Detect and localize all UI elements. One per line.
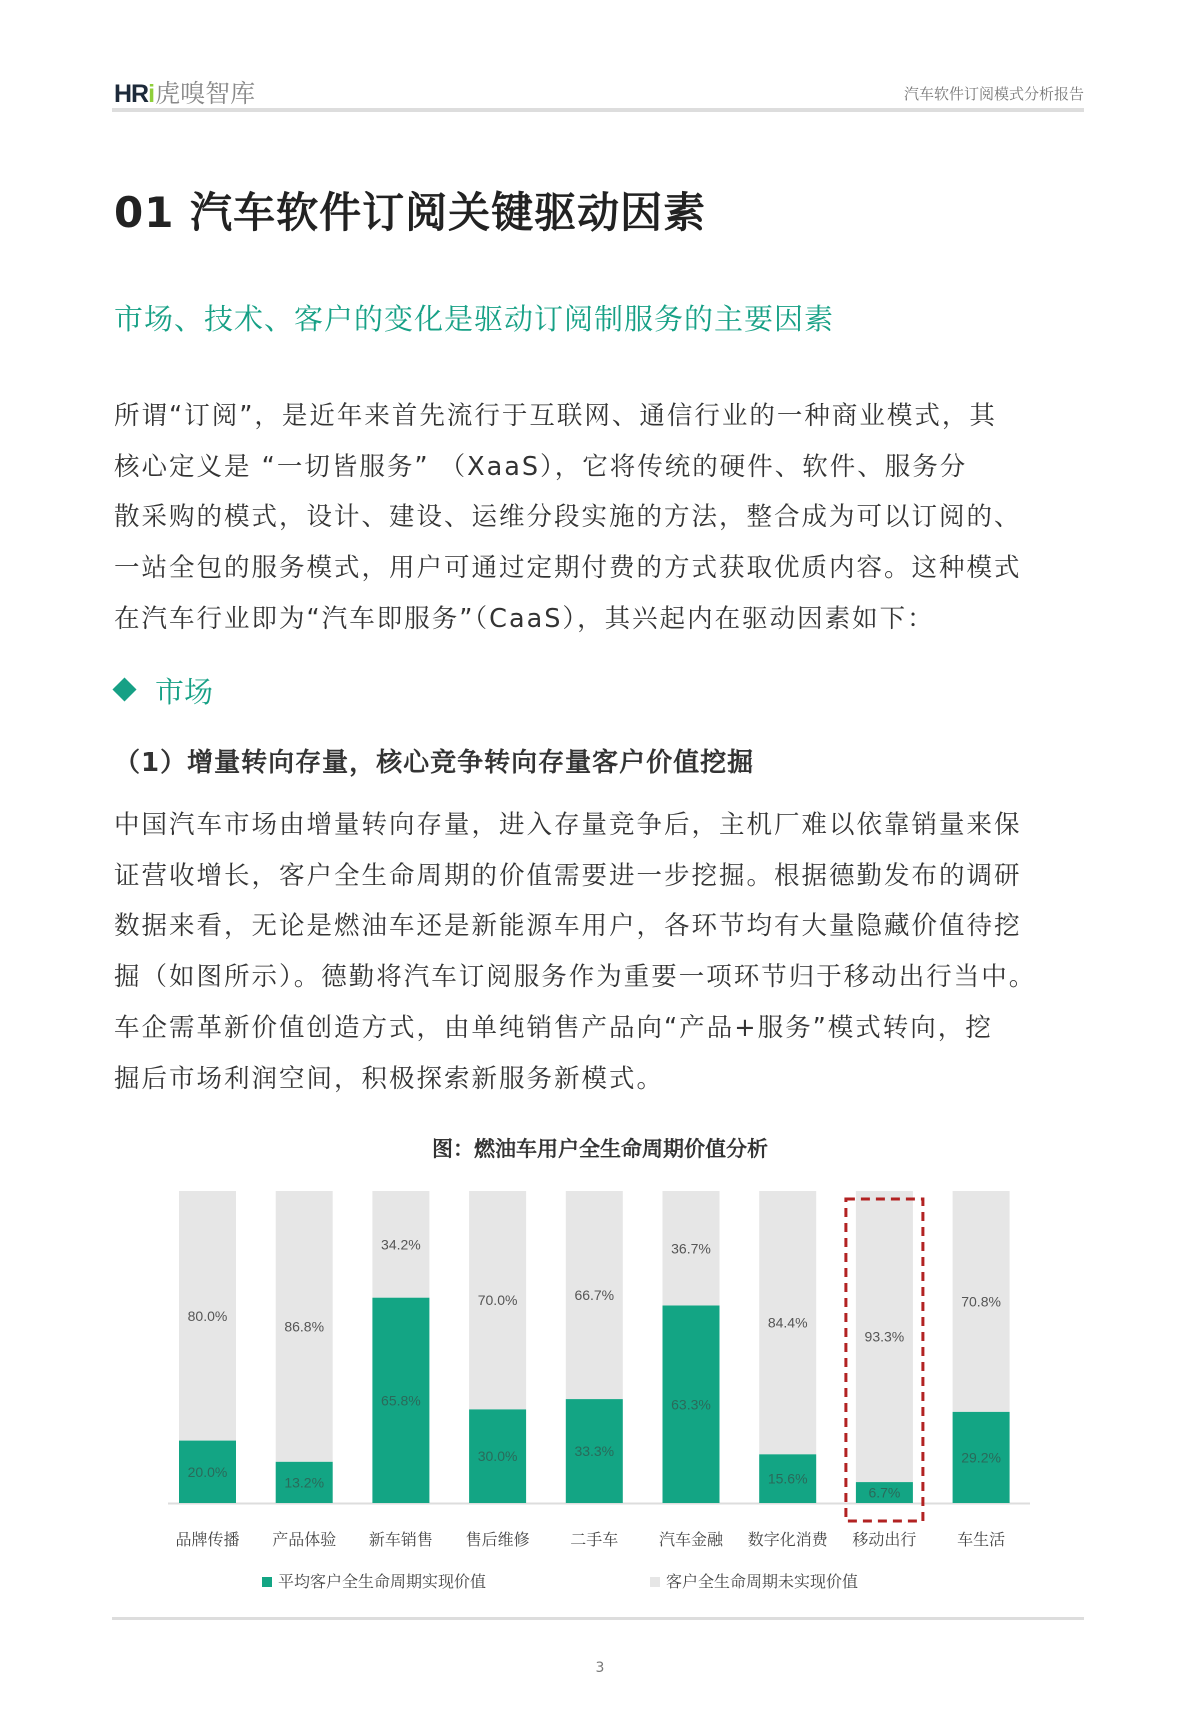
data-label-realized: 65.8% (381, 1392, 421, 1409)
text-line: 掘后市场利润空间，积极探索新服务新模式。 (114, 1063, 665, 1094)
data-label-realized: 15.6% (767, 1470, 808, 1487)
stacked-bar-chart (0, 1170, 1200, 1610)
data-label-realized: 29.2% (961, 1449, 1001, 1466)
header-divider (112, 108, 1084, 112)
intro-paragraph (114, 391, 1094, 645)
text-line: 证营收增长，客户全生命周期的价值需要进一步挖掘。根据德勤发布的调研 (114, 860, 1022, 891)
section-subtitle: 市场、技术、客户的变化是驱动订阅制服务的主要因素 (114, 302, 835, 336)
text-line: 车企需革新价值创造方式，由单纯销售产品向“产品+服务”模式转向，挖 (114, 1012, 993, 1043)
category-label: 售后维修 (465, 1530, 530, 1549)
market-heading (116, 670, 213, 711)
category-label: 数字化消费 (747, 1530, 828, 1549)
data-label-unrealized: 84.4% (767, 1314, 808, 1331)
subsection-heading: （1）增量转向存量，核心竞争转向存量客户价值挖掘 (114, 748, 755, 778)
logo (114, 74, 255, 110)
data-label-unrealized: 66.7% (574, 1287, 615, 1304)
data-label-realized: 33.3% (574, 1443, 615, 1460)
data-label-realized: 13.2% (284, 1474, 325, 1491)
category-label: 移动出行 (852, 1530, 917, 1549)
market-heading-text: 市场 (155, 675, 214, 709)
data-label-unrealized: 70.8% (961, 1293, 1001, 1310)
category-label: 品牌传播 (175, 1530, 240, 1549)
category-label: 车生活 (957, 1530, 1006, 1549)
legend-swatch-realized (262, 1577, 272, 1587)
text-line: 一站全包的服务模式，用户可通过定期付费的方式获取优质内容。这种模式 (114, 553, 1022, 584)
footer-divider (112, 1617, 1084, 1620)
page-number: 3 (595, 1660, 605, 1676)
text-line: 核心定义是 “一切皆服务” （XaaS），它将传统的硬件、软件、服务分 (114, 451, 968, 482)
diamond-bullet-icon (112, 677, 136, 701)
text-line: 所谓“订阅”，是近年来首先流行于互联网、通信行业的一种商业模式，其 (114, 401, 997, 431)
data-label-unrealized: 80.0% (187, 1307, 228, 1324)
data-label-unrealized: 70.0% (477, 1292, 518, 1309)
category-label: 新车销售 (368, 1530, 433, 1549)
logo-i: i (148, 80, 156, 108)
legend-swatch-unrealized (650, 1577, 660, 1587)
category-label: 产品体验 (272, 1530, 337, 1549)
data-label-realized: 30.0% (477, 1448, 518, 1465)
data-label-unrealized: 36.7% (671, 1240, 711, 1257)
legend-label-unrealized: 客户全生命周期未实现价值 (666, 1572, 859, 1591)
document-title: 汽车软件订阅模式分析报告 (903, 85, 1084, 103)
data-label-unrealized: 86.8% (284, 1318, 325, 1335)
category-label: 二手车 (570, 1530, 619, 1549)
market-paragraph (114, 800, 1094, 1104)
data-label-unrealized: 93.3% (864, 1328, 905, 1345)
text-line: 散采购的模式，设计、建设、运维分段实施的方法，整合成为可以订阅的、 (114, 502, 1022, 533)
page-title: 01 汽车软件订阅关键驱动因素 (114, 188, 707, 237)
text-line: 在汽车行业即为“汽车即服务”（CaaS），其兴起内在驱动因素如下： (114, 603, 935, 634)
data-label-realized: 20.0% (187, 1463, 228, 1480)
data-label-realized: 6.7% (868, 1484, 901, 1501)
data-label-unrealized: 34.2% (381, 1236, 421, 1253)
chart-title: 图：燃油车用户全生命周期价值分析 (432, 1137, 768, 1161)
category-label: 汽车金融 (658, 1530, 724, 1549)
text-line: 中国汽车市场由增量转向存量，进入存量竞争后，主机厂难以依靠销量来保 (114, 810, 1022, 840)
data-label-realized: 63.3% (671, 1396, 711, 1413)
text-line: 掘（如图所示）。德勤将汽车订阅服务作为重要一项环节归于移动出行当中。 (114, 962, 1037, 993)
legend-label-realized: 平均客户全生命周期实现价值 (278, 1572, 487, 1591)
logo-brand: HR (114, 80, 149, 108)
text-line: 数据来看，无论是燃油车还是新能源车用户，各环节均有大量隐藏价值待挖 (114, 911, 1022, 942)
logo-cn: 虎嗅智库 (155, 79, 256, 108)
